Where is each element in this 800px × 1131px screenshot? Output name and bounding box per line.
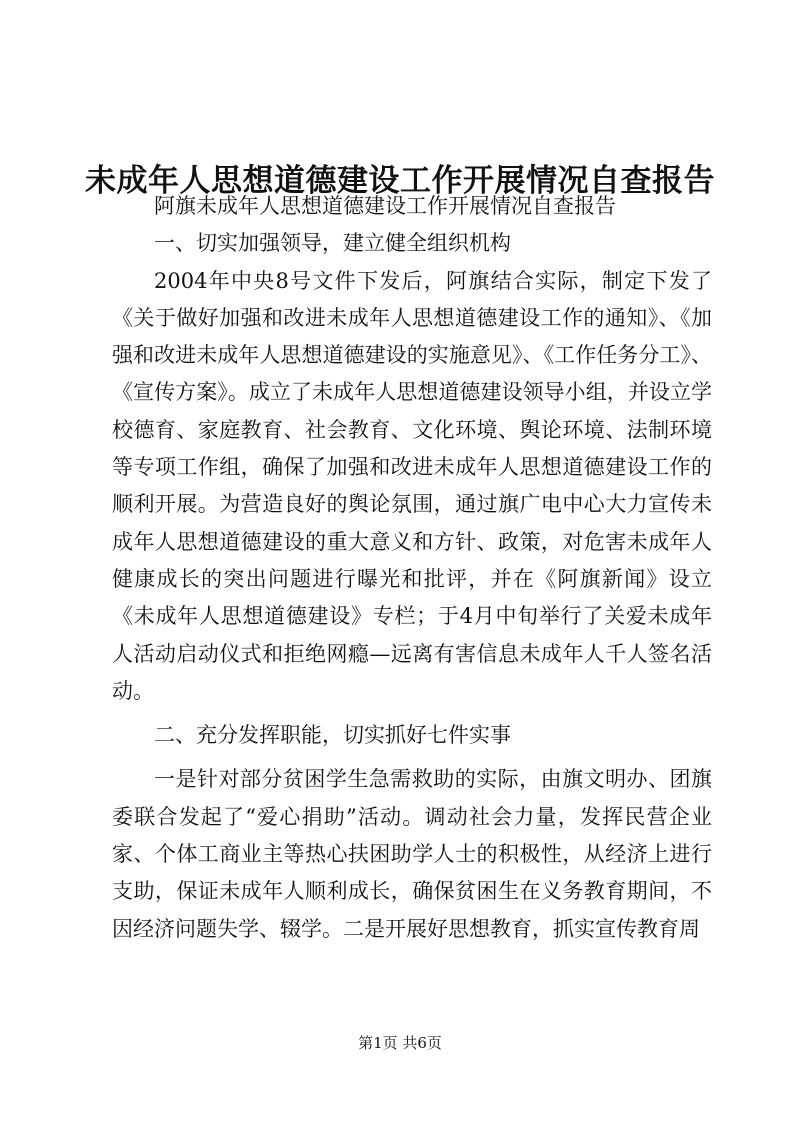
body-paragraph-2: 一是针对部分贫困学生急需救助的实际，由旗文明办、团旗委联合发起了“爱心捐助”活动。调动社会力量，发挥民营企业家、个体工商业主等热心扶困助学人士的积极性，从经济上进行支助，保证未成年人顺利成长，确保贫困生在义务教育期间，不因经济问题失学、辍学。二是开展好思想教育，抓实宣传教育周 [112,767,712,941]
subtitle-paragraph: 阿旗未成年人思想道德建设工作开展情况自查报告 [154,194,616,218]
page-footer: 第1页 共6页 [358,1034,442,1052]
section-heading-1: 一、切实加强领导，建立健全组织机构 [154,231,511,256]
body-paragraph-1: 2004年中央8号文件下发后，阿旗结合实际，制定下发了《关于做好加强和改进未成年人思想道德建设工作的通知》、《加强和改进未成年人思想道德建设的实施意见》、《工作任务分工》、《宣传方案》。成立了未成年人思想道德建设领导小组，并设立学校德育、家庭教育、社会教育、文化环境、舆论环境、法制环境等专项工作组，确保了加强和改进未成年人思想道德建设工作的顺利开展。为营造良好的舆论氛围，通过旗广电中心大力宣传未成年人思想道德建设的重大意义和方针、政策，对危害未成年人健康成长的突出问题进行曝光和批评，并在《阿旗新闻》设立《未成年人思想道德建设》专栏；于4月中旬举行了关爱未成年人活动启动仪式和拒绝网瘾—远离有害信息未成年人千人签名活动。 [112,268,712,703]
document-body [112,188,712,948]
document-title: 未成年人思想道德建设工作开展情况自查报告 [85,162,715,199]
section-heading-2: 二、充分发挥职能，切实抓好七件实事 [154,723,511,748]
